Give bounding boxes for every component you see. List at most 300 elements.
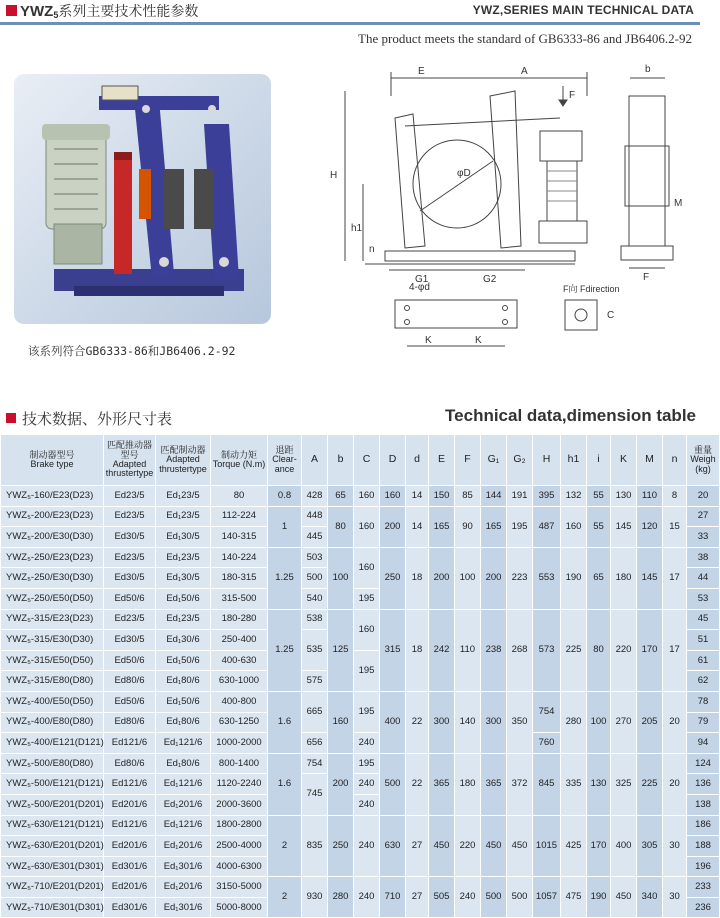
table-cell: 61: [687, 650, 720, 671]
table-row: [1, 691, 720, 712]
table-row: [1, 753, 720, 774]
table-cell: 80: [211, 486, 268, 507]
table-cell: 195: [354, 753, 380, 774]
table-cell: 55: [587, 506, 611, 547]
table-cell: Ed₁50/6: [156, 588, 211, 609]
dim-label-c: C: [607, 310, 615, 321]
table-cell: YWZ₅-400/E80(D80): [1, 712, 104, 733]
col-f: F: [455, 435, 481, 486]
table-cell: 44: [687, 568, 720, 589]
table-cell: 2500-4000: [211, 836, 268, 857]
table-cell: 573: [533, 609, 561, 691]
table-cell: Ed₁201/6: [156, 794, 211, 815]
col-a: A: [302, 435, 328, 486]
table-cell: Ed80/6: [104, 671, 156, 692]
table-cell: Ed201/6: [104, 877, 156, 898]
table-cell: 18: [406, 609, 429, 691]
col-m: M: [637, 435, 663, 486]
table-cell: 196: [687, 856, 720, 877]
table-cell: YWZ₅-315/E30(D30): [1, 630, 104, 651]
table-cell: Ed₁23/5: [156, 486, 211, 507]
page-title-en: YWZ,SERIES MAIN TECHNICAL DATA: [472, 3, 694, 17]
table-cell: Ed₁30/6: [156, 630, 211, 651]
table-cell: YWZ₅-630/E201(D201): [1, 836, 104, 857]
table-cell: 65: [328, 486, 354, 507]
table-cell: 53: [687, 588, 720, 609]
table-cell: 630-1000: [211, 671, 268, 692]
table-cell: 335: [561, 753, 587, 815]
table-cell: 100: [328, 547, 354, 609]
table-cell: 160: [561, 506, 587, 547]
table-cell: 140: [455, 691, 481, 753]
table-cell: 315-500: [211, 588, 268, 609]
table-cell: 538: [302, 609, 328, 630]
table-cell: 78: [687, 691, 720, 712]
table-cell: 62: [687, 671, 720, 692]
table-cell: 138: [687, 794, 720, 815]
table-cell: 27: [406, 877, 429, 918]
table-cell: 1000-2000: [211, 733, 268, 754]
table-cell: 130: [587, 753, 611, 815]
table-cell: 2000-3600: [211, 794, 268, 815]
table-cell: 365: [429, 753, 455, 815]
col-clearance: [268, 435, 302, 486]
table-cell: Ed30/5: [104, 568, 156, 589]
table-cell: YWZ₅-200/E23(D23): [1, 506, 104, 527]
table-cell: 195: [354, 650, 380, 691]
section-title-cn: 技术数据、外形尺寸表: [22, 410, 173, 428]
table-cell: 110: [455, 609, 481, 691]
table-cell: 180-315: [211, 568, 268, 589]
table-cell: YWZ₅-500/E80(D80): [1, 753, 104, 774]
table-cell: Ed₁23/5: [156, 609, 211, 630]
dim-label-e: E: [418, 66, 425, 77]
table-cell: 136: [687, 774, 720, 795]
table-cell: 180: [455, 753, 481, 815]
table-cell: 238: [481, 609, 507, 691]
table-cell: Ed₁301/6: [156, 856, 211, 877]
table-cell: 22: [406, 753, 429, 815]
header-text: Brake type: [30, 459, 74, 469]
table-cell: 400: [380, 691, 406, 753]
table-cell: 180-280: [211, 609, 268, 630]
table-cell: 195: [354, 691, 380, 732]
table-cell: Ed₁50/6: [156, 691, 211, 712]
table-cell: YWZ₅-250/E30(D30): [1, 568, 104, 589]
table-cell: 372: [507, 753, 533, 815]
table-cell: 233: [687, 877, 720, 898]
col-thruster: [104, 435, 156, 486]
dim-label-g2: G2: [483, 274, 497, 285]
table-cell: 250: [328, 815, 354, 877]
table-cell: 195: [507, 506, 533, 547]
table-cell: 51: [687, 630, 720, 651]
table-cell: 242: [429, 609, 455, 691]
f-direction-label: F向 Fdirection: [563, 284, 620, 294]
header-marker: [6, 5, 17, 16]
table-cell: Ed301/6: [104, 856, 156, 877]
table-cell: 65: [587, 547, 611, 609]
table-cell: Ed80/6: [104, 712, 156, 733]
table-cell: 220: [611, 609, 637, 691]
table-cell: YWZ₅-250/E50(D50): [1, 588, 104, 609]
table-cell: 120: [637, 506, 663, 547]
table-cell: 240: [354, 733, 380, 754]
dim-label-h: H: [330, 170, 338, 181]
table-cell: 535: [302, 630, 328, 671]
table-cell: 110: [637, 486, 663, 507]
table-cell: 475: [561, 877, 587, 918]
col-d-small: d: [406, 435, 429, 486]
table-cell: Ed50/6: [104, 650, 156, 671]
table-cell: 400-800: [211, 691, 268, 712]
table-cell: 145: [611, 506, 637, 547]
header-text: 制动力矩: [220, 449, 257, 460]
table-cell: 200: [481, 547, 507, 609]
table-cell: 240: [354, 815, 380, 877]
header-text: Clear- ance: [272, 454, 297, 474]
table-cell: 188: [687, 836, 720, 857]
table-cell: 130: [611, 486, 637, 507]
table-cell: 1015: [533, 815, 561, 877]
table-cell: Ed₁23/5: [156, 547, 211, 568]
table-cell: Ed₁30/5: [156, 527, 211, 548]
title-subscript: 5: [53, 10, 59, 20]
standard-note-cn: 该系列符合GB6333-86和JB6406.2-92: [28, 344, 236, 358]
header-text: 重量: [693, 444, 712, 455]
table-cell: 656: [302, 733, 328, 754]
table-cell: 280: [328, 877, 354, 918]
table-cell: YWZ₅-315/E50(D50): [1, 650, 104, 671]
dim-label-k1: K: [425, 335, 432, 346]
table-cell: Ed₁201/6: [156, 836, 211, 857]
dim-label-h1: h1: [351, 223, 363, 234]
table-cell: Ed₁80/6: [156, 671, 211, 692]
table-cell: 225: [561, 609, 587, 691]
table-cell: 160: [354, 609, 380, 650]
table-cell: 205: [637, 691, 663, 753]
table-cell: Ed121/6: [104, 815, 156, 836]
table-cell: 80: [328, 506, 354, 547]
table-cell: 20: [663, 691, 687, 753]
table-cell: Ed₁121/6: [156, 815, 211, 836]
table-cell: 140-315: [211, 527, 268, 548]
table-cell: 145: [637, 547, 663, 609]
table-row: [1, 815, 720, 836]
table-cell: 760: [533, 733, 561, 754]
table-cell: 80: [587, 609, 611, 691]
header-divider: [0, 22, 700, 25]
table-cell: YWZ₅-315/E80(D80): [1, 671, 104, 692]
table-cell: 38: [687, 547, 720, 568]
col-weight: [687, 435, 720, 486]
table-header-row: [1, 435, 720, 486]
table-cell: 170: [587, 815, 611, 877]
table-cell: 665: [302, 691, 328, 732]
table-cell: 4000-6300: [211, 856, 268, 877]
table-cell: 195: [354, 588, 380, 609]
col-torque: [211, 435, 268, 486]
table-cell: 180: [611, 547, 637, 609]
section-marker: [6, 413, 16, 423]
table-cell: 2: [268, 815, 302, 877]
table-cell: 300: [481, 691, 507, 753]
table-cell: 160: [380, 486, 406, 507]
title-model: YWZ: [20, 3, 54, 20]
table-cell: YWZ₅-630/E301(D301): [1, 856, 104, 877]
table-cell: 500: [481, 877, 507, 918]
table-cell: YWZ₅-400/E50(D50): [1, 691, 104, 712]
table-cell: 17: [663, 547, 687, 609]
brake-illustration: [14, 74, 271, 324]
table-cell: Ed₁121/6: [156, 733, 211, 754]
product-photo: [14, 74, 271, 324]
table-cell: 160: [354, 486, 380, 507]
table-cell: 450: [429, 815, 455, 877]
dim-label-4d: 4-φd: [409, 282, 430, 293]
table-cell: 500: [302, 568, 328, 589]
table-cell: 365: [481, 753, 507, 815]
table-cell: Ed30/5: [104, 630, 156, 651]
table-row: [1, 486, 720, 507]
header-text: 匹配推动器型号: [106, 440, 152, 460]
table-cell: Ed₁30/5: [156, 568, 211, 589]
table-cell: 930: [302, 877, 328, 918]
table-cell: 428: [302, 486, 328, 507]
table-cell: YWZ₅-500/E121(D121): [1, 774, 104, 795]
table-cell: YWZ₅-710/E301(D301): [1, 897, 104, 918]
table-cell: 190: [561, 547, 587, 609]
table-cell: 3150-5000: [211, 877, 268, 898]
table-cell: 487: [533, 506, 561, 547]
table-cell: 350: [507, 691, 533, 753]
table-cell: 45: [687, 609, 720, 630]
table-cell: 200: [429, 547, 455, 609]
table-cell: 500: [507, 877, 533, 918]
table-cell: 425: [561, 815, 587, 877]
table-cell: 630-1250: [211, 712, 268, 733]
col-e: E: [429, 435, 455, 486]
table-cell: Ed121/6: [104, 774, 156, 795]
table-cell: 1800-2800: [211, 815, 268, 836]
col-k: K: [611, 435, 637, 486]
table-cell: YWZ₅-200/E30(D30): [1, 527, 104, 548]
table-cell: 200: [380, 506, 406, 547]
table-cell: 20: [687, 486, 720, 507]
page-header: [0, 0, 700, 22]
col-n: n: [663, 435, 687, 486]
header-text: 匹配制动器: [160, 444, 206, 455]
table-cell: 160: [354, 506, 380, 547]
table-cell: 745: [302, 774, 328, 815]
dim-label-n: n: [369, 244, 375, 255]
table-cell: Ed201/6: [104, 794, 156, 815]
table-cell: Ed₁50/6: [156, 650, 211, 671]
table-cell: YWZ₅-630/E121(D121): [1, 815, 104, 836]
table-cell: 100: [455, 547, 481, 609]
table-cell: 160: [354, 547, 380, 588]
table-cell: 800-1400: [211, 753, 268, 774]
table-cell: 112-224: [211, 506, 268, 527]
table-cell: 540: [302, 588, 328, 609]
table-cell: 0.8: [268, 486, 302, 507]
col-b: b: [328, 435, 354, 486]
table-row: [1, 506, 720, 527]
table-cell: 450: [611, 877, 637, 918]
table-cell: 165: [481, 506, 507, 547]
table-cell: 1: [268, 506, 302, 547]
technical-drawing: [325, 56, 695, 356]
table-cell: 395: [533, 486, 561, 507]
table-cell: 630: [380, 815, 406, 877]
table-cell: 754: [533, 691, 561, 732]
table-cell: 240: [354, 877, 380, 918]
table-cell: 190: [587, 877, 611, 918]
page-title: [20, 1, 198, 21]
table-cell: 160: [328, 691, 354, 753]
table-cell: 553: [533, 547, 561, 609]
header-text: 退距: [275, 444, 294, 455]
table-cell: 33: [687, 527, 720, 548]
table-cell: 100: [587, 691, 611, 753]
table-cell: YWZ₅-315/E23(D23): [1, 609, 104, 630]
table-cell: 85: [455, 486, 481, 507]
table-cell: Ed₁301/6: [156, 897, 211, 918]
header-text: Adapted thrustertype: [159, 454, 207, 474]
table-cell: 305: [637, 815, 663, 877]
table-cell: YWZ₅-160/E23(D23): [1, 486, 104, 507]
table-cell: Ed50/6: [104, 691, 156, 712]
table-cell: 1120-2240: [211, 774, 268, 795]
table-cell: YWZ₅-710/E201(D201): [1, 877, 104, 898]
table-cell: 14: [406, 506, 429, 547]
table-cell: 240: [354, 794, 380, 815]
table-cell: 5000-8000: [211, 897, 268, 918]
title-cn: 系列主要技术性能参数: [58, 4, 199, 20]
col-h1: h1: [561, 435, 587, 486]
table-cell: 94: [687, 733, 720, 754]
table-cell: 250: [380, 547, 406, 609]
table-cell: 1.25: [268, 547, 302, 609]
table-cell: 315: [380, 609, 406, 691]
table-cell: 125: [328, 609, 354, 691]
table-cell: 15: [663, 506, 687, 547]
table-cell: 170: [637, 609, 663, 691]
table-cell: 27: [406, 815, 429, 877]
table-cell: Ed50/6: [104, 588, 156, 609]
table-cell: 200: [328, 753, 354, 815]
table-cell: 124: [687, 753, 720, 774]
section-title-en: Technical data,dimension table: [445, 406, 696, 425]
header-text: Weigh (kg): [690, 454, 716, 474]
col-h: H: [533, 435, 561, 486]
table-cell: 27: [687, 506, 720, 527]
table-cell: 186: [687, 815, 720, 836]
col-adapted: [156, 435, 211, 486]
table-cell: Ed23/5: [104, 609, 156, 630]
table-cell: Ed23/5: [104, 506, 156, 527]
table-cell: 754: [302, 753, 328, 774]
table-cell: Ed₁121/6: [156, 774, 211, 795]
table-cell: Ed₁23/5: [156, 506, 211, 527]
table-cell: 223: [507, 547, 533, 609]
table-cell: 165: [429, 506, 455, 547]
table-cell: 79: [687, 712, 720, 733]
table-cell: Ed80/6: [104, 753, 156, 774]
col-i: i: [587, 435, 611, 486]
dim-label-b: b: [645, 64, 651, 75]
table-cell: 1.25: [268, 609, 302, 691]
dim-label-m: M: [674, 198, 683, 209]
col-d: D: [380, 435, 406, 486]
table-cell: Ed121/6: [104, 733, 156, 754]
table-cell: 270: [611, 691, 637, 753]
table-cell: 710: [380, 877, 406, 918]
table-cell: Ed₁80/6: [156, 712, 211, 733]
table-cell: 835: [302, 815, 328, 877]
dim-label-d: φD: [457, 168, 471, 179]
table-cell: 450: [481, 815, 507, 877]
table-cell: 240: [354, 774, 380, 795]
spec-table: [0, 434, 720, 918]
table-cell: 845: [533, 753, 561, 815]
table-cell: YWZ₅-500/E201(D201): [1, 794, 104, 815]
table-cell: Ed₁201/6: [156, 877, 211, 898]
table-cell: 140-224: [211, 547, 268, 568]
table-cell: 20: [663, 753, 687, 815]
table-cell: 450: [507, 815, 533, 877]
col-g1: G₁: [481, 435, 507, 486]
col-brake-type: [1, 435, 104, 486]
table-cell: 132: [561, 486, 587, 507]
table-cell: Ed23/5: [104, 486, 156, 507]
table-cell: 400-630: [211, 650, 268, 671]
table-cell: 18: [406, 547, 429, 609]
table-cell: 14: [406, 486, 429, 507]
table-cell: 250-400: [211, 630, 268, 651]
dim-label-f: F: [569, 90, 576, 101]
dim-label-g1: G1: [415, 274, 429, 285]
table-cell: 280: [561, 691, 587, 753]
table-cell: Ed23/5: [104, 547, 156, 568]
table-cell: Ed30/5: [104, 527, 156, 548]
table-cell: 500: [380, 753, 406, 815]
table-cell: 1.6: [268, 691, 302, 753]
table-cell: 17: [663, 609, 687, 691]
header-text: Torque (N.m): [212, 459, 266, 469]
table-cell: 220: [455, 815, 481, 877]
table-cell: 240: [455, 877, 481, 918]
table-cell: 2: [268, 877, 302, 918]
table-cell: 575: [302, 671, 328, 692]
table-cell: 340: [637, 877, 663, 918]
dim-label-f2: F: [643, 272, 650, 283]
table-cell: 1.6: [268, 753, 302, 815]
table-cell: 144: [481, 486, 507, 507]
table-cell: 150: [429, 486, 455, 507]
table-cell: YWZ₅-250/E23(D23): [1, 547, 104, 568]
table-cell: 268: [507, 609, 533, 691]
col-g2: G₂: [507, 435, 533, 486]
section-header: [0, 404, 700, 432]
table-cell: 236: [687, 897, 720, 918]
table-cell: 22: [406, 691, 429, 753]
table-cell: 503: [302, 547, 328, 568]
header-text: 制动器型号: [29, 449, 75, 460]
table-row: [1, 877, 720, 898]
dim-label-k2: K: [475, 335, 482, 346]
table-cell: 8: [663, 486, 687, 507]
